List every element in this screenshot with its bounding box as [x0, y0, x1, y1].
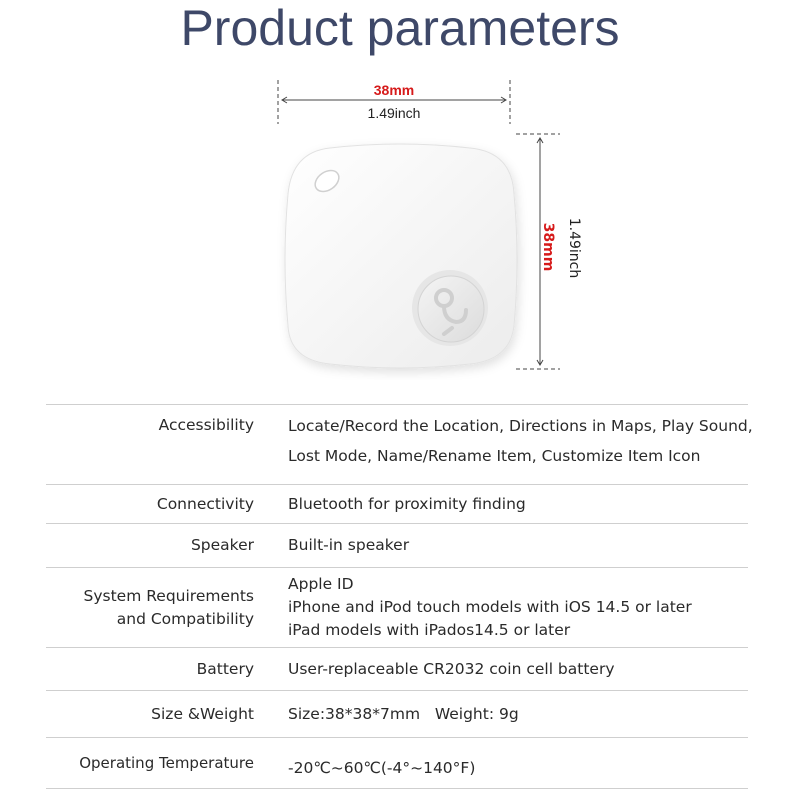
spec-value: Apple ID iPhone and iPod touch models with iOS 14.5 or later iPad models with iPados14.5 or later	[288, 575, 692, 639]
spec-row-speaker	[46, 523, 748, 567]
spec-value: Bluetooth for proximity finding	[288, 494, 526, 513]
spec-label: System Requirements and Compatibility	[83, 586, 254, 628]
spec-label: Accessibility	[158, 416, 254, 434]
spec-label: Operating Temperature	[79, 753, 254, 772]
spec-table	[46, 404, 753, 789]
spec-row-operating-temperature	[46, 737, 748, 789]
spec-label: Size &Weight	[151, 704, 254, 723]
spec-row-size-weight	[46, 690, 748, 737]
page-title: Product parameters	[180, 0, 620, 56]
spec-label: Connectivity	[156, 494, 254, 513]
product-figure	[0, 70, 800, 380]
width-mm-label: 38mm	[373, 82, 415, 98]
spec-value: -20℃~60℃(-4°~140°F)	[288, 758, 476, 777]
height-inch-label: 1.49inch	[566, 217, 582, 279]
spec-label: Battery	[196, 659, 254, 678]
spec-row-accessibility	[46, 404, 753, 484]
height-mm-label: 38mm	[540, 222, 556, 272]
spec-value: Size:38*38*7mm Weight: 9g	[288, 704, 519, 723]
spec-value: User-replaceable CR2032 coin cell battery	[288, 659, 615, 678]
spec-row-connectivity	[46, 484, 748, 523]
spec-label: Speaker	[190, 536, 254, 554]
spec-row-system-requirements	[46, 567, 748, 647]
tracker-button	[412, 270, 488, 346]
width-inch-label: 1.49inch	[367, 105, 421, 121]
spec-value: Locate/Record the Location, Directions in Maps, Play Sound, Lost Mode, Name/Rename Item, Customize Item Icon	[288, 417, 753, 465]
spec-value: Built-in speaker	[288, 536, 410, 554]
